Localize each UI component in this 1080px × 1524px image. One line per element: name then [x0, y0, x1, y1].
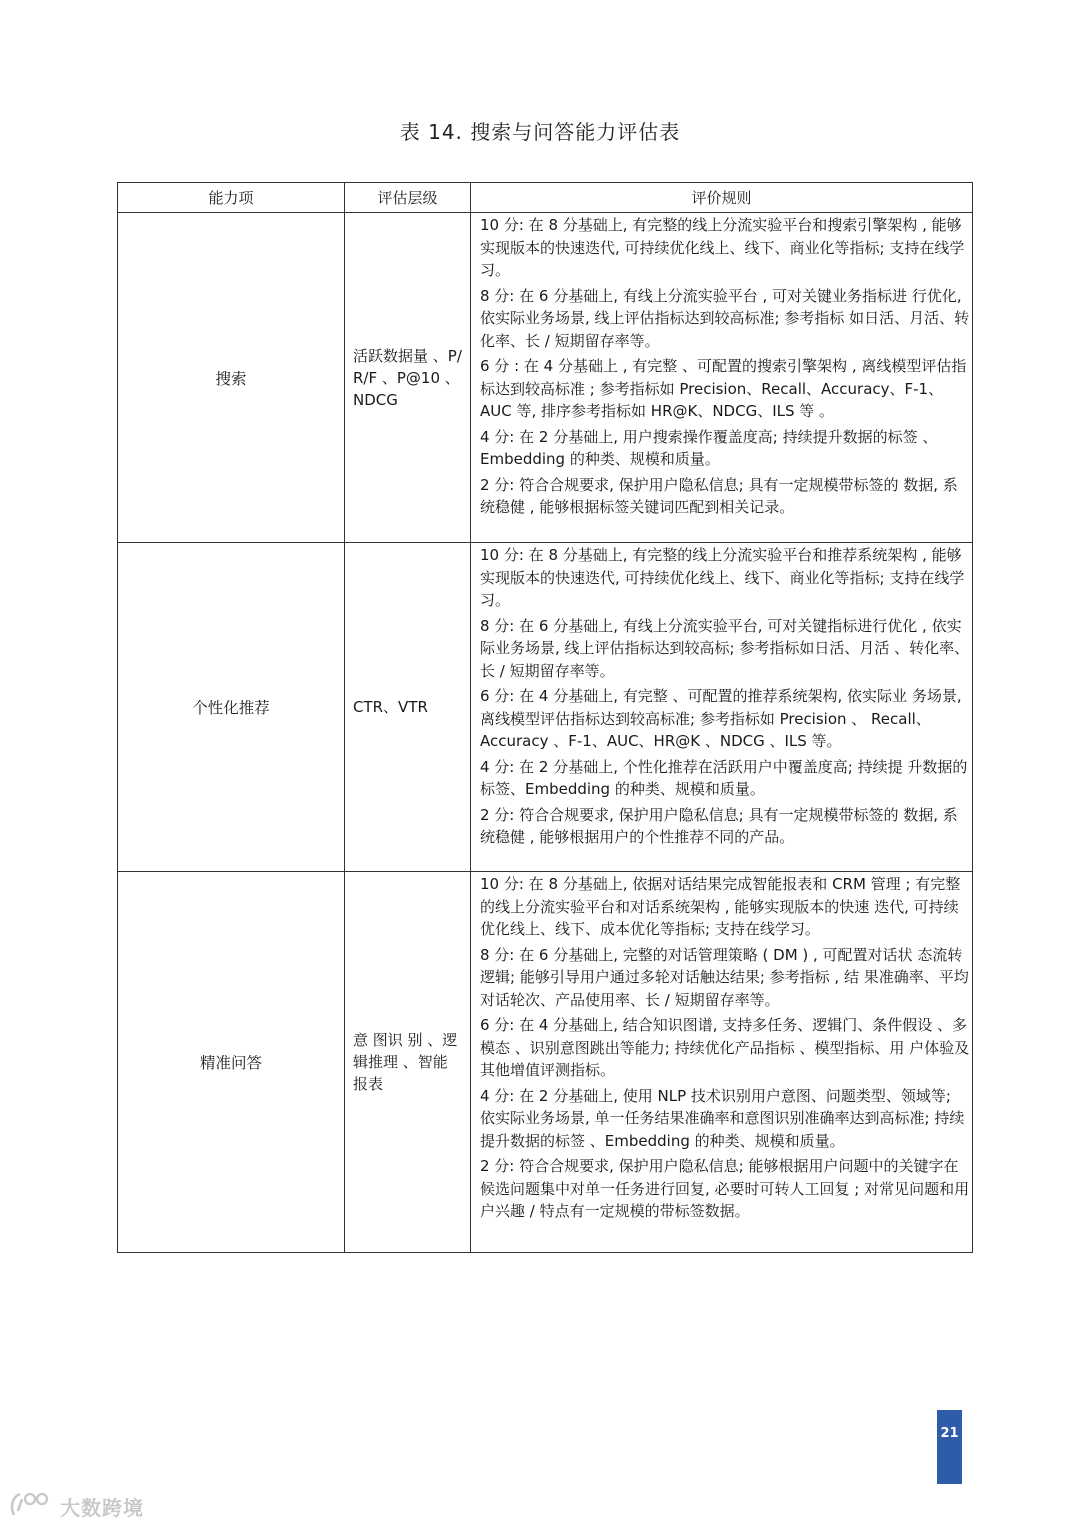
rule-10: 10 分: 在 8 分基础上, 有完整的线上分流实验平台和推荐系统架构 , 能够实现版本的快速迭代, 可持续优化线上、线下、商业化等指标; 支持在线学习。: [480, 546, 965, 609]
table-row-qa: [118, 872, 973, 1253]
evaluation-table: [117, 182, 973, 1253]
rule-8: 8 分: 在 6 分基础上, 有线上分流实验平台, 可对关键指标进行优化 , 依实际业务场景, 线上评估指标达到较高标; 参考指标如日活、月活 、转化率、长 / 短期留存率等。: [480, 616, 970, 680]
header-rules: 评价规则: [471, 183, 973, 213]
header-level: 评估层级: [345, 183, 471, 213]
rule-10: 10 分: 在 8 分基础上, 有完整的线上分流实验平台和搜索引擎架构 , 能够实现版本的快速迭代, 可持续优化线上、线下、商业化等指标; 支持在线学习。: [480, 216, 965, 279]
rule-2: 2 分: 符合合规要求, 保护用户隐私信息; 具有一定规模带标签的 数据, 系统稳健 , 能够根据用户的个性推荐不同的产品。: [480, 805, 958, 846]
rule-2: 2 分: 符合合规要求, 保护用户隐私信息; 具有一定规模带标签的 数据, 系统稳健 , 能够根据标签关键词匹配到相关记录。: [480, 475, 958, 516]
rule-6: 6 分 : 在 4 分基础上 , 有完整 、可配置的搜索引擎架构 , 离线模型评估指标达到较高标准 ; 参考指标如 Precision、Recall、Accuracy、F-1、AUC 等, 排序参考指标如 HR@K、NDCG、ILS 等 。: [480, 357, 967, 420]
rule-2: 2 分: 符合合规要求, 保护用户隐私信息; 能够根据用户问题中的关键字在候选问题集中对单一任务进行回复, 必要时可转人工回复 ; 对常见问题和用户兴趣 / 特点有一定规模的带标签数据。: [480, 1157, 970, 1220]
rules-cell: [471, 213, 973, 543]
header-capability: 能力项: [118, 183, 345, 213]
capability-cell: 精准问答: [118, 872, 345, 1253]
capability-cell: 搜索: [118, 213, 345, 543]
rule-6: 6 分: 在 4 分基础上, 结合知识图谱, 支持多任务、逻辑门、条件假设 、多模态 、识别意图跳出等能力; 持续优化产品指标 、模型指标、用 户体验及其他增值评测指标。: [480, 1016, 970, 1079]
table-row-recommendation: [118, 543, 973, 872]
watermark-logo-icon: [8, 1489, 56, 1523]
rule-4: 4 分: 在 2 分基础上, 个性化推荐在活跃用户中覆盖度高; 持续提 升数据的标签、Embedding 的种类、规模和质量。: [480, 757, 968, 798]
watermark-text: 大数跨境: [60, 1495, 144, 1520]
watermark: [8, 1488, 144, 1524]
level-cell: CTR、VTR: [345, 543, 471, 872]
rules-cell: [471, 872, 973, 1253]
rule-4: 4 分: 在 2 分基础上, 使用 NLP 技术识别用户意图、问题类型、领域等; 依实际业务场景, 单一任务结果准确率和意图识别准确率达到高标准; 持续提升数据的标签 、Embedding 的种类、规模和质量。: [480, 1086, 965, 1150]
rule-6: 6 分: 在 4 分基础上, 有完整 、可配置的推荐系统架构, 依实际业 务场景, 离线模型评估指标达到较高标准; 参考指标如 Precision 、 Recall、Accuracy 、F-1、AUC、HR@K 、NDCG 、ILS 等。: [480, 687, 962, 750]
rules-cell: [471, 543, 973, 872]
level-cell: 活跃数据量 、P/ R/F 、P@10 、NDCG: [345, 213, 471, 543]
rule-8: 8 分: 在 6 分基础上, 有线上分流实验平台 , 可对关键业务指标进 行优化, 依实际业务场景, 线上评估指标达到较高标准; 参考指标 如日活、月活、转化率、长 / 短期留存率等。: [480, 286, 970, 350]
rule-4: 4 分: 在 2 分基础上, 用户搜索操作覆盖度高; 持续提升数据的标签 、 Embedding 的种类、规模和质量。: [480, 427, 938, 468]
capability-cell: 个性化推荐: [118, 543, 345, 872]
table-title: 表 14. 搜索与问答能力评估表: [399, 120, 681, 144]
page-number-tab: 21: [937, 1410, 962, 1484]
rule-8: 8 分: 在 6 分基础上, 完整的对话管理策略 ( DM ) , 可配置对话状 态流转逻辑; 能够引导用户通过多轮对话触达结果; 参考指标 , 结 果准确率、平均对话轮次、产品使用率、长 / 短期留存率等。: [480, 945, 969, 1009]
table-header-row: [118, 183, 973, 213]
rule-10: 10 分: 在 8 分基础上, 依据对话结果完成智能报表和 CRM 管理 ; 有完整的线上分流实验平台和对话系统架构 , 能够实现版本的快速 迭代, 可持续优化线上、线下、成本优化等指标; 支持在线学习。: [480, 875, 961, 938]
table-row-search: [118, 213, 973, 543]
level-cell: 意 图识 别 、逻 辑推理 、智能 报表: [345, 872, 471, 1253]
